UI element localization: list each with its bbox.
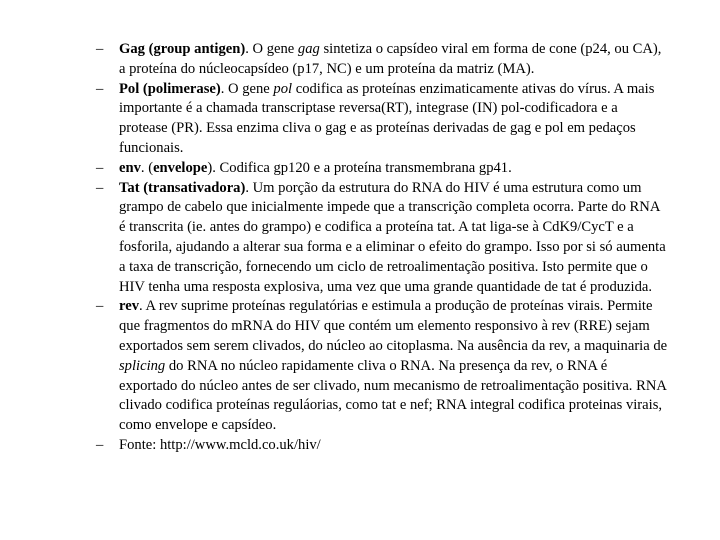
list-item-env (96, 159, 668, 179)
splicing-term: splicing (119, 357, 166, 374)
source-text: Fonte: http://www.mcld.co.uk/hiv/ (119, 436, 321, 453)
bullet-list (96, 40, 668, 456)
pol-text-part: . O gene (220, 80, 274, 97)
list-item-gag (96, 40, 668, 80)
pol-term: Pol (polimerase) (119, 80, 221, 97)
list-item-rev (96, 297, 668, 436)
tat-term: Tat (transativadora) (119, 179, 246, 196)
pol-text (119, 80, 668, 159)
bullet-dash: – (96, 41, 104, 57)
env-text (119, 159, 668, 179)
tat-description: . Um porção da estrutura do RNA do HIV é uma estrutura como um grampo de cabelo que inicialmente impede que a transcrição completa ocorra. Parte do RNA é transcrita (ie. antes do grampo) e codifica a proteína tat. A tat liga-se à CdK9/CycT e a fosforila, ajudando a alterar sua forma e a eliminar o efeito do grampo. Isso por si só aumenta a taxa de transcrição, fornecendo um ciclo de retroalimentação positiva. Isto permite que o HIV tenha uma resposta explosiva, uma vez que uma grande quantidade de tat é produzida. (119, 179, 666, 295)
env-description: ). Codifica gp120 e a proteína transmembrana gp41. (207, 159, 512, 176)
list-item-pol (96, 80, 668, 159)
list-item-tat (96, 179, 668, 298)
pol-description: codifica as proteínas enzimaticamente ativas do vírus. A mais importante é a chamada transcriptase reversa(RT), integrase (IN) pol-codificadora e a protease (PR). Essa enzima cliva o gag e as proteínas derivadas de gag e pol em pedaços funcionais. (119, 80, 655, 156)
gag-text-part: . O gene (245, 41, 298, 57)
gag-description: sintetiza o capsídeo viral em forma de cone (p24, ou CA), a proteína do núcleocapsídeo (p17, NC) e um proteína da matriz (MA). (119, 41, 662, 77)
bullet-dash: – (96, 298, 104, 315)
gag-gene-name: gag (297, 41, 320, 57)
gag-term: Gag (group antigen) (119, 41, 246, 57)
tat-text (119, 179, 668, 298)
envelope-term: envelope (153, 159, 208, 176)
rev-text (119, 297, 668, 436)
rev-description: do RNA no núcleo rapidamente cliva o RNA. Na presença da rev, o RNA é exportado do núcleo antes de ser clivado, num mecanismo de retroalimentação positiva. RNA clivado codifica proteínas reguláorias, como tat e nef; RNA integral codifica proteinas virais, como envelope e capsídeo. (119, 357, 667, 434)
gag-text (119, 40, 668, 80)
env-term: env (119, 159, 141, 176)
list-item-source (96, 436, 668, 456)
rev-term: rev (119, 298, 139, 315)
bullet-dash: – (96, 159, 104, 176)
rev-text-part: . A rev suprime proteínas regulatórias e estimula a produção de proteínas virais. Permite que fragmentos do mRNA do HIV que contém um elemento responsivo à rev (RRE) sejam exportados sem serem clivados, do núcleo ao citoplasma. Na ausência da rev, a maquinaria de (119, 298, 668, 354)
bullet-dash: – (96, 436, 104, 453)
pol-gene-name: pol (273, 80, 293, 97)
bullet-dash: – (96, 179, 104, 196)
bullet-dash: – (96, 80, 104, 97)
env-text-part: . ( (140, 159, 154, 176)
